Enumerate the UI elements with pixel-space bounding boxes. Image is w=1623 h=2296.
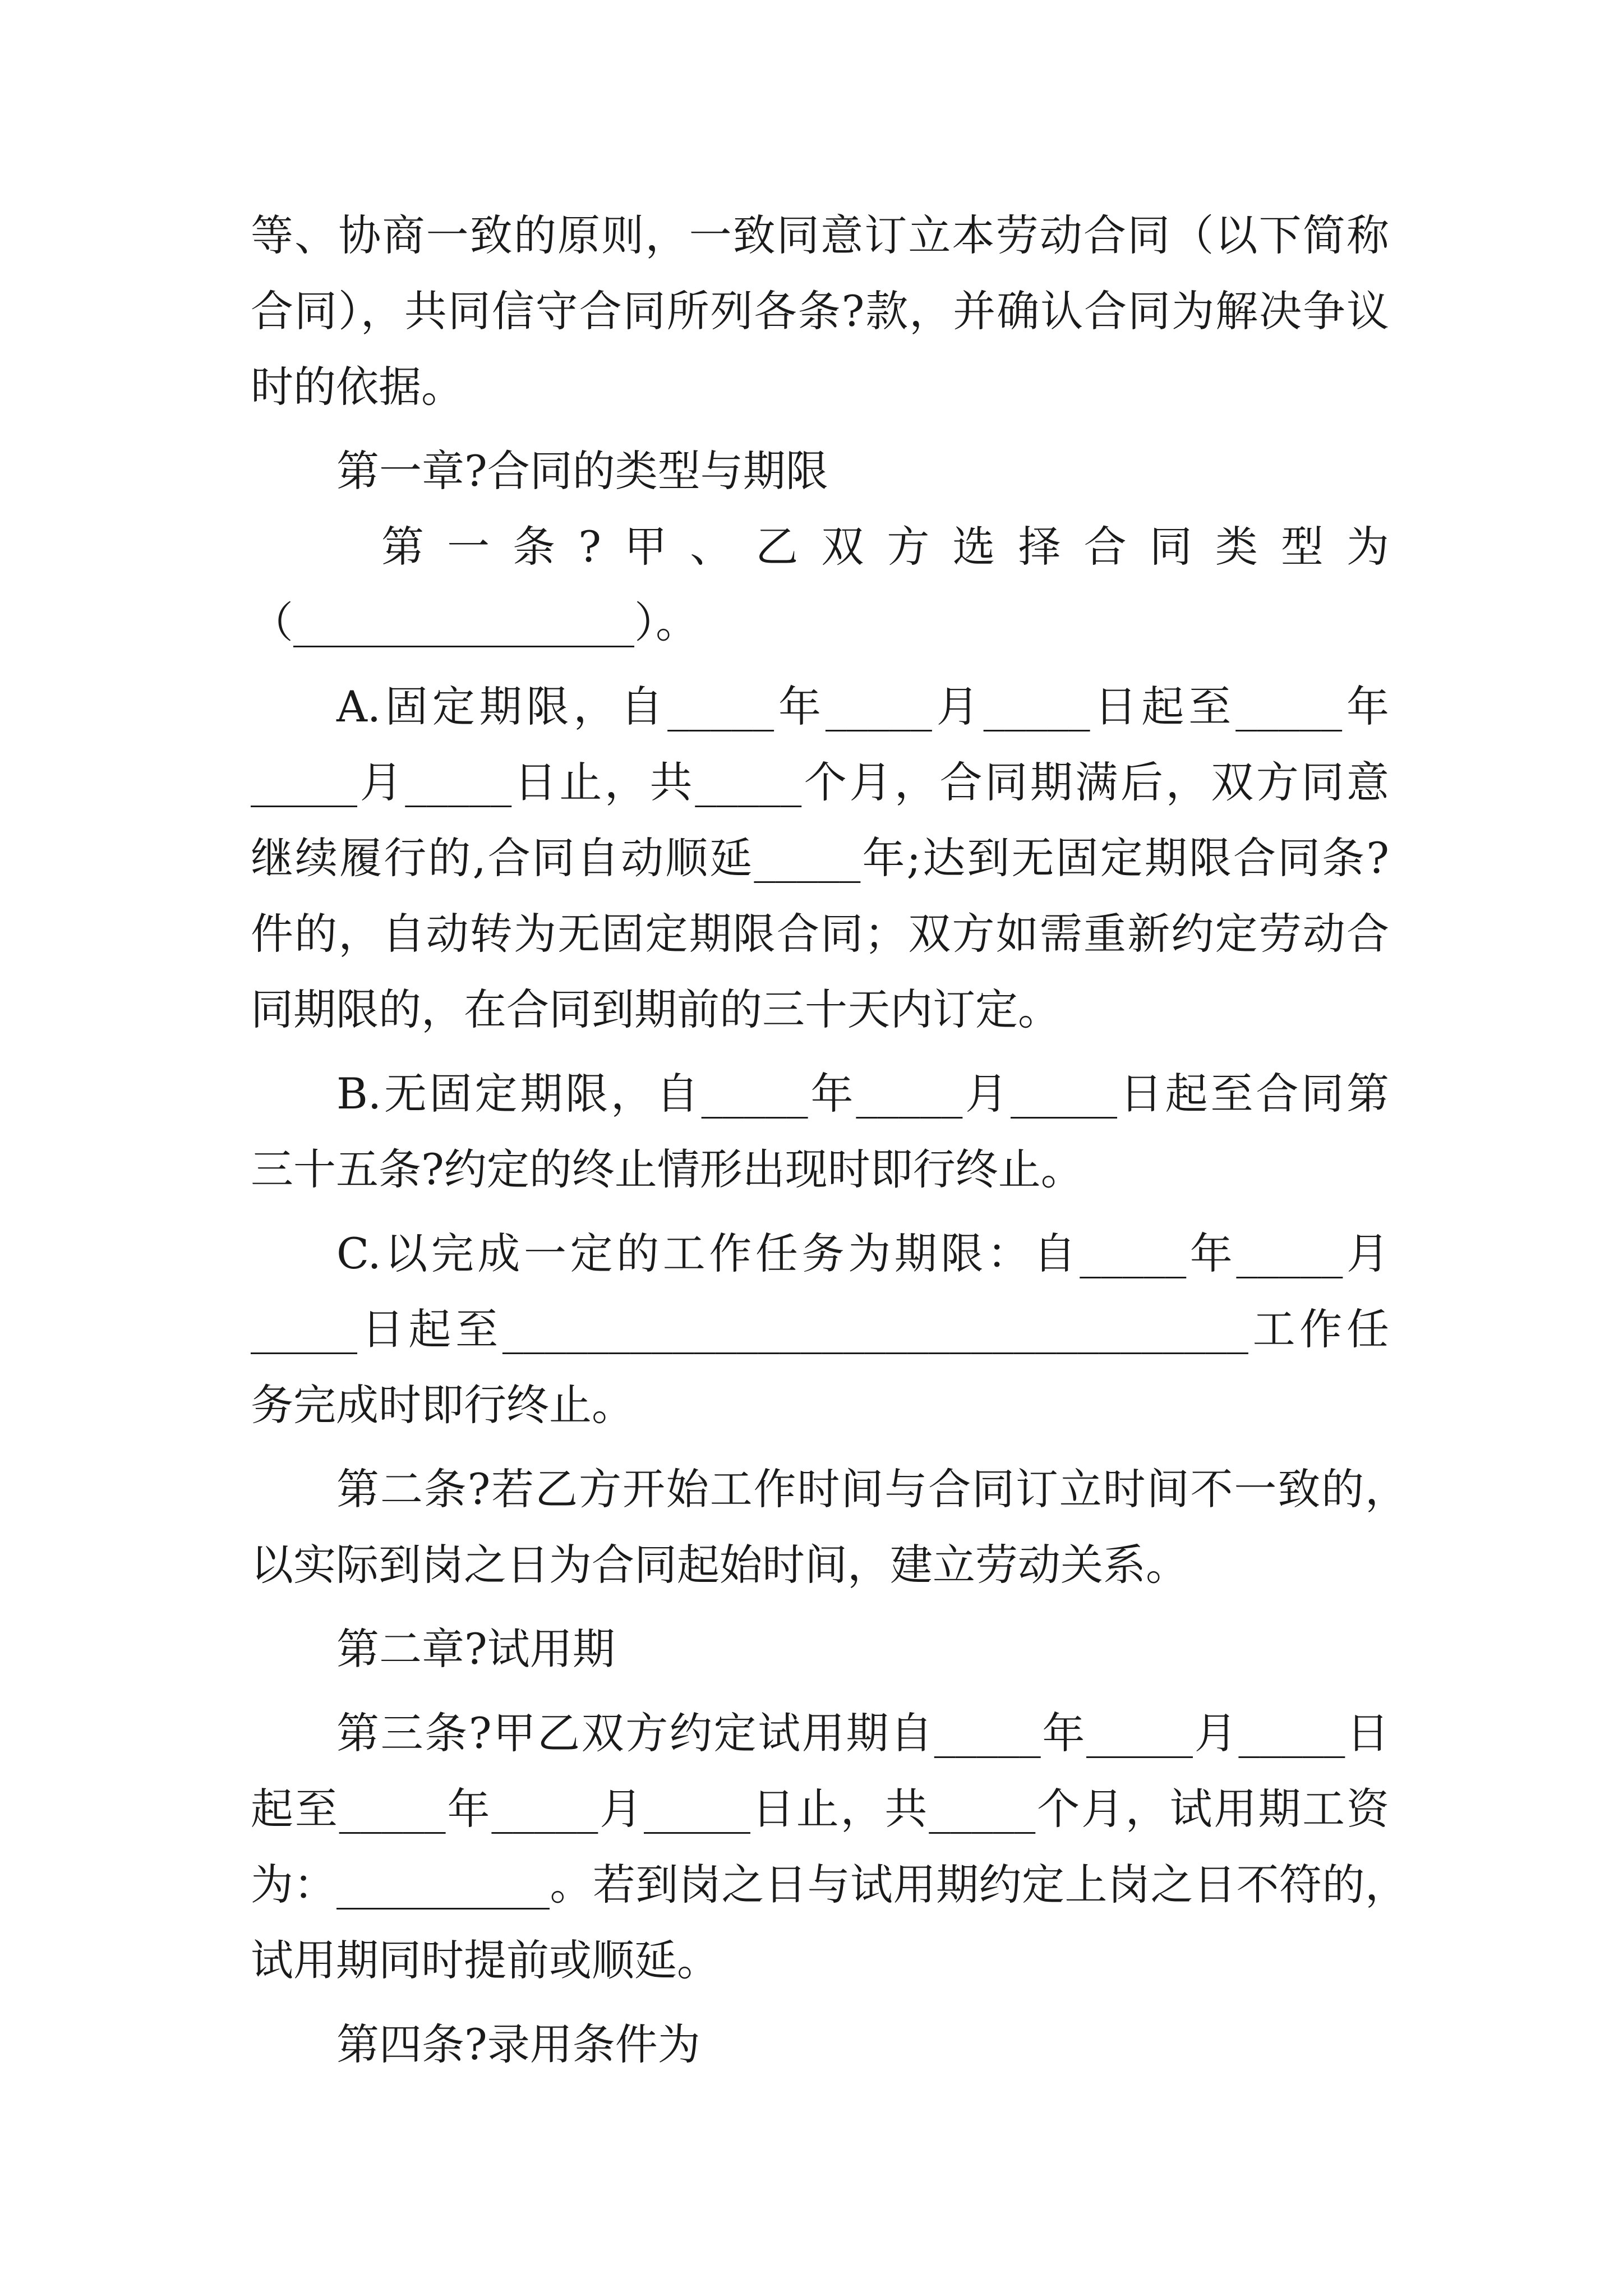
paragraph-line: 务完成时即行终止。 — [251, 1380, 634, 1430]
paragraph-line: 以实际到岗之日为合同起始时间，建立劳动关系。 — [251, 1540, 1188, 1590]
paragraph-line: 时的依据。 — [251, 362, 464, 412]
paragraph-line: 件的，自动转为无固定期限合同；双方如需重新约定劳动合 — [251, 909, 1389, 959]
paragraph-line: 试用期同时提前或顺延。 — [251, 1935, 720, 1985]
option-line: A.固定期限，自_____年_____月_____日起至_____年 — [336, 682, 1389, 731]
chapter-heading: 第二章?试用期 — [336, 1624, 615, 1674]
paragraph-line: （________________）。 — [251, 597, 698, 647]
article-line: 第二条?若乙方开始工作时间与合同订立时间不一致的， — [336, 1464, 1408, 1514]
option-line: B.无固定期限，自_____年_____月_____日起至合同第 — [336, 1069, 1389, 1119]
chapter-heading: 第一章?合同的类型与期限 — [336, 446, 828, 496]
paragraph-line: 起至_____年_____月_____日止，共_____个月，试用期工资 — [251, 1784, 1389, 1834]
paragraph-line: 为：__________。若到岗之日与试用期约定上岗之日不符的， — [251, 1860, 1408, 1910]
paragraph-line: 三十五条?约定的终止情形出现时即行终止。 — [251, 1144, 1083, 1194]
paragraph-line: 等、协商一致的原则，一致同意订立本劳动合同（以下简称 — [251, 210, 1389, 260]
article-line: 第四条?录用条件为 — [336, 2019, 700, 2069]
option-line: C.以完成一定的工作任务为期限：自_____年_____月 — [336, 1228, 1389, 1278]
article-line: 第三条?甲乙双方约定试用期自_____年_____月_____日 — [336, 1708, 1389, 1758]
paragraph-line: _____日起至___________________________________工作任 — [251, 1304, 1389, 1354]
paragraph-line: 合同），共同信守合同所列各条?款，并确认合同为解决争议 — [251, 286, 1389, 336]
article-line: 第一条?甲、乙双方选择合同类型为 — [381, 522, 1389, 572]
paragraph-line: 继续履行的,合同自动顺延_____年;达到无固定期限合同条? — [251, 833, 1389, 883]
paragraph-line: 同期限的，在合同到期前的三十天内订定。 — [251, 984, 1061, 1034]
paragraph-line: _____月_____日止，共_____个月，合同期满后，双方同意 — [251, 757, 1389, 807]
